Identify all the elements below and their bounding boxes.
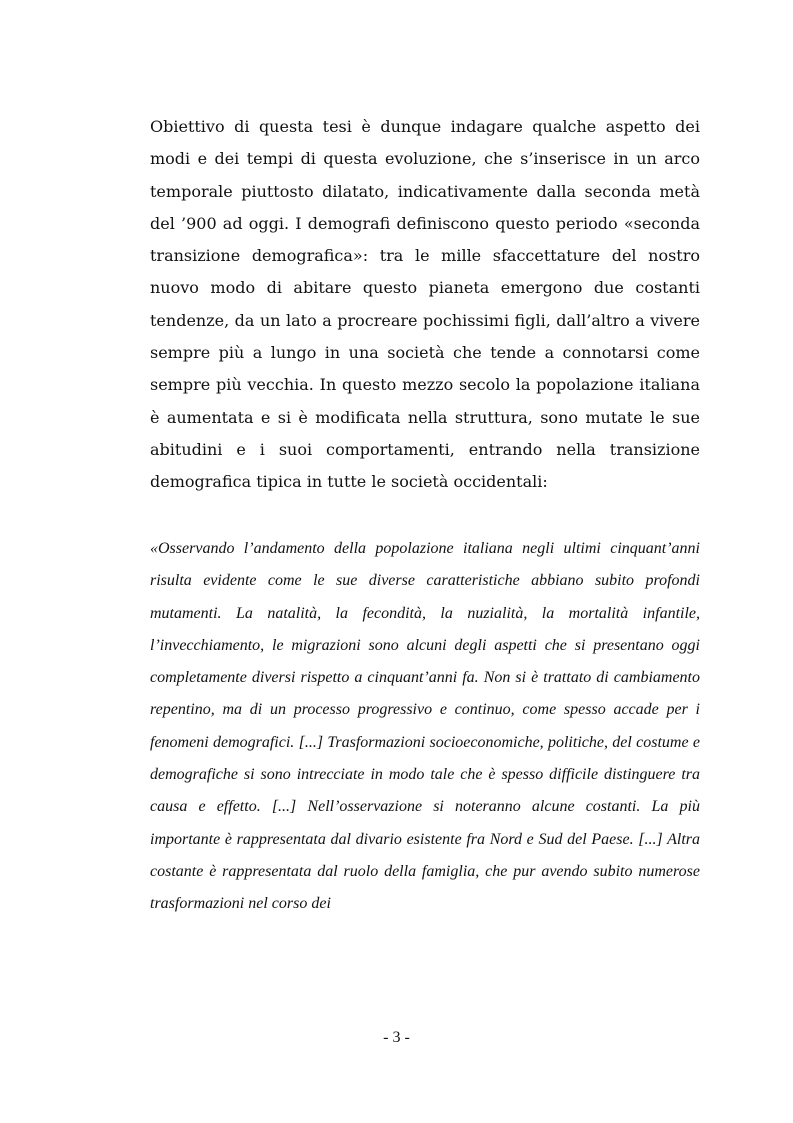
body-paragraph: Obiettivo di questa tesi è dunque indagare qualche aspetto dei modi e dei tempi di questa evoluzione, che s’inserisce in un arco temporale piuttosto dilatato, indicativamente dalla seconda metà del ’900 ad oggi. I demografi definiscono questo periodo «seconda transizione demografica»: tra le mille sfaccettature del nostro nuovo modo di abitare questo pianeta emergono due costanti tendenze, da un lato a procreare pochissimi figli, dall’altro a vivere sempre più a lungo in una società che tende a connotarsi come sempre più vecchia. In questo mezzo secolo la popolazione italiana è aumentata e si è modificata nella struttura, sono mutate le sue abitudini e i suoi comportamenti, entrando nella transizione demografica tipica in tutte le società occidentali: [150,117,700,492]
page-number: - 3 - [383,1029,410,1046]
quoted-passage: «Osservando l’andamento della popolazione italiana negli ultimi cinquant’anni risulta evidente come le sue diverse caratteristiche abbiano subito profondi mutamenti. La natalità, la fecondità, la nuzialità, la mortalità infantile, l’invecchiamento, le migrazioni sono alcuni degli aspetti che si presentano oggi completamente diversi rispetto a cinquant’anni fa. Non si è trattato di cambiamento repentino, ma di un processo progressivo e continuo, come spesso accade per i fenomeni demografici. [...] Trasformazioni socioeconomiche, politiche, del costume e demografiche si sono intrecciate in modo tale che è spesso difficile distinguere tra causa e effetto. [...] Nell’osservazione si noteranno alcune costanti. La più importante è rappresentata dal divario esistente fra Nord e Sud del Paese. [...] Altra costante è rappresentata dal ruolo della famiglia, che pur avendo subito numerose trasformazioni nel corso dei [150,540,700,913]
